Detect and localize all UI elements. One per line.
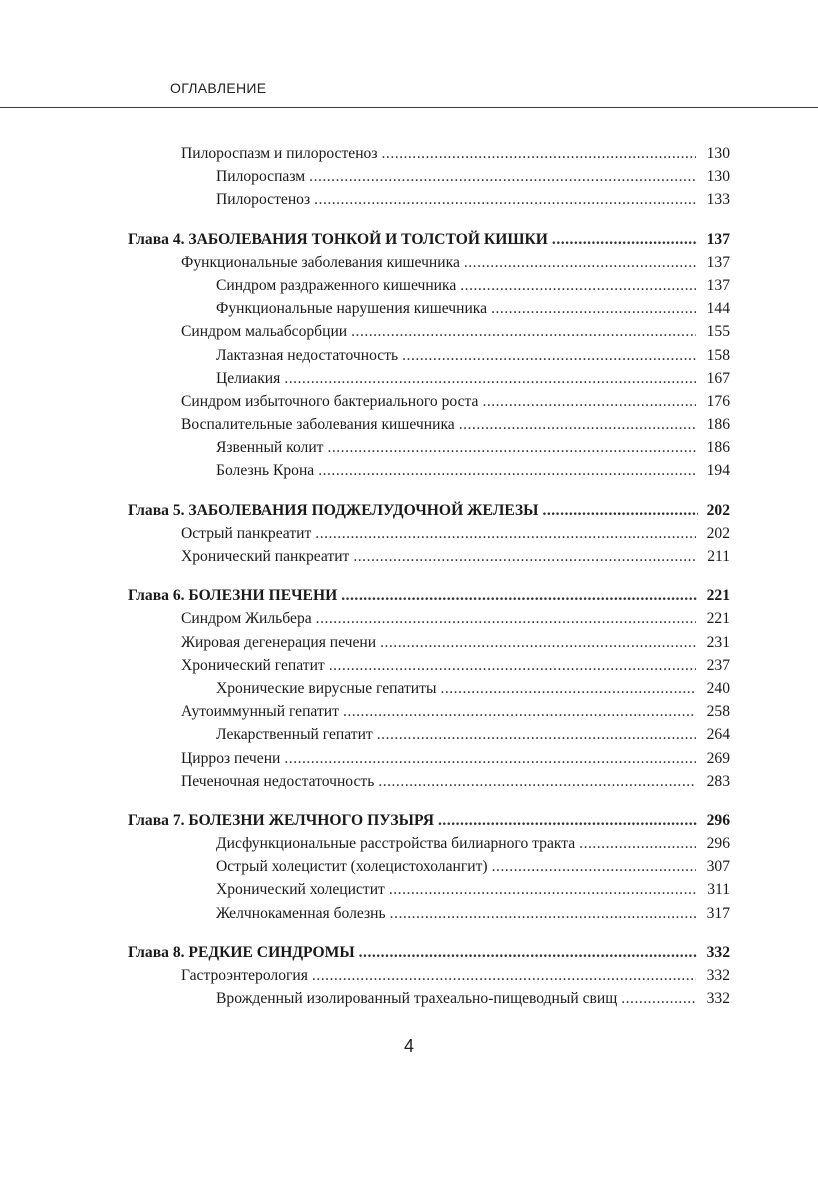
toc-dot-leader bbox=[491, 297, 696, 320]
toc-entry bbox=[128, 832, 730, 855]
toc-entry-title: Воспалительные заболевания кишечника bbox=[181, 416, 455, 434]
toc-entry-page: 155 bbox=[706, 323, 730, 341]
toc-dot-leader bbox=[482, 390, 696, 413]
toc-entry-page: 332 bbox=[706, 967, 730, 984]
toc-entry bbox=[128, 855, 730, 878]
toc-dot-leader bbox=[440, 677, 696, 700]
toc-dot-leader bbox=[341, 584, 698, 607]
toc-chapter-entry bbox=[128, 941, 730, 964]
toc-entry-title: Желчнокаменная болезнь bbox=[216, 904, 386, 922]
toc-dot-leader bbox=[390, 902, 696, 925]
toc-entry-title: Синдром Жильбера bbox=[181, 610, 312, 628]
toc-entry-page: 144 bbox=[706, 300, 730, 318]
toc-entry bbox=[128, 459, 730, 482]
toc-entry-title: Целиакия bbox=[216, 369, 281, 387]
toc-entry-title: Цирроз печени bbox=[181, 749, 281, 767]
toc-entry-page: 231 bbox=[706, 633, 730, 651]
toc-dot-leader bbox=[312, 964, 696, 987]
toc-entry bbox=[128, 654, 730, 677]
toc-dot-leader bbox=[621, 987, 696, 1010]
toc-entry-title: Хронический гепатит bbox=[181, 656, 325, 674]
toc-entry-page: 311 bbox=[707, 881, 730, 899]
table-of-contents bbox=[128, 142, 730, 1010]
toc-entry bbox=[128, 723, 730, 746]
toc-entry bbox=[128, 677, 730, 700]
toc-entry-title: Пилороспазм и пилоростеноз bbox=[181, 145, 378, 162]
toc-entry bbox=[128, 320, 730, 343]
toc-entry bbox=[128, 964, 730, 987]
toc-entry bbox=[128, 522, 730, 545]
toc-dot-leader bbox=[327, 436, 696, 459]
toc-chapter-entry bbox=[128, 584, 730, 607]
toc-entry bbox=[128, 251, 730, 274]
toc-entry-page: 194 bbox=[706, 462, 730, 480]
running-header-title: ОГЛАВЛЕНИЕ bbox=[170, 80, 267, 96]
toc-entry-page: 264 bbox=[706, 726, 730, 744]
toc-entry-title: Хронический панкреатит bbox=[181, 548, 350, 565]
toc-dot-leader bbox=[284, 367, 696, 390]
toc-dot-leader bbox=[318, 459, 696, 482]
toc-entry-title: Глава 5. ЗАБОЛЕВАНИЯ ПОДЖЕЛУДОЧНОЙ ЖЕЛЕЗЫ bbox=[128, 501, 539, 519]
toc-entry bbox=[128, 436, 730, 459]
toc-entry-title: Хронические вирусные гепатиты bbox=[216, 679, 437, 697]
toc-entry-title: Болезнь Крона bbox=[216, 462, 315, 480]
toc-entry-title: Лактазная недостаточность bbox=[216, 346, 399, 364]
toc-dot-leader bbox=[284, 747, 696, 770]
toc-entry bbox=[128, 607, 730, 630]
toc-entry-page: 269 bbox=[706, 749, 730, 767]
toc-entry-page: 221 bbox=[706, 610, 730, 628]
toc-entry-page: 137 bbox=[706, 276, 730, 294]
toc-dot-leader bbox=[389, 878, 696, 901]
toc-dot-leader bbox=[343, 700, 696, 723]
toc-entry-page: 237 bbox=[706, 656, 730, 674]
toc-entry-title: Острый панкреатит bbox=[181, 524, 312, 542]
toc-entry-title: Функциональные заболевания кишечника bbox=[181, 253, 460, 271]
toc-entry-page: 137 bbox=[706, 253, 730, 271]
toc-dot-leader bbox=[464, 251, 696, 274]
toc-dot-leader bbox=[351, 320, 696, 343]
toc-dot-leader bbox=[377, 723, 696, 746]
toc-entry-title: Синдром избыточного бактериального роста bbox=[181, 392, 479, 410]
toc-entry bbox=[128, 631, 730, 654]
toc-entry-page: 130 bbox=[706, 145, 730, 162]
toc-entry-page: 307 bbox=[706, 858, 730, 876]
toc-entry bbox=[128, 902, 730, 925]
toc-entry bbox=[128, 770, 730, 793]
toc-entry-title: Язвенный колит bbox=[216, 439, 324, 457]
toc-entry-title: Дисфункциональные расстройства билиарного тракта bbox=[216, 835, 576, 853]
toc-entry-title: Функциональные нарушения кишечника bbox=[216, 300, 488, 318]
toc-dot-leader bbox=[378, 770, 696, 793]
toc-entry-title: Острый холецистит (холецистохолангит) bbox=[216, 858, 488, 876]
toc-entry-title: Глава 6. БОЛЕЗНИ ПЕЧЕНИ bbox=[128, 587, 338, 605]
toc-dot-leader bbox=[460, 274, 696, 297]
toc-entry bbox=[128, 390, 730, 413]
toc-dot-leader bbox=[492, 855, 696, 878]
toc-entry bbox=[128, 987, 730, 1010]
toc-entry-page: 296 bbox=[706, 835, 730, 853]
toc-chapter-entry bbox=[128, 228, 730, 251]
toc-dot-leader bbox=[459, 413, 696, 436]
toc-entry-page: 133 bbox=[706, 191, 730, 209]
toc-entry-title: Аутоиммунный гепатит bbox=[181, 703, 339, 721]
toc-chapter-entry bbox=[128, 499, 730, 522]
toc-dot-leader bbox=[359, 941, 698, 964]
toc-entry-page: 283 bbox=[706, 772, 730, 790]
toc-entry-title: Пилоростеноз bbox=[216, 191, 311, 209]
toc-entry-page: 332 bbox=[706, 943, 730, 961]
toc-entry-page: 211 bbox=[707, 548, 730, 565]
toc-dot-leader bbox=[579, 832, 696, 855]
toc-entry-page: 296 bbox=[706, 811, 730, 829]
toc-entry-page: 240 bbox=[706, 679, 730, 697]
toc-entry bbox=[128, 700, 730, 723]
toc-entry bbox=[128, 367, 730, 390]
toc-entry-title: Глава 7. БОЛЕЗНИ ЖЕЛЧНОГО ПУЗЫРЯ bbox=[128, 811, 434, 829]
toc-entry bbox=[128, 344, 730, 367]
toc-dot-leader bbox=[314, 188, 696, 211]
toc-entry-title: Врожденный изолированный трахеально-пищеводный свищ bbox=[216, 990, 618, 1008]
toc-entry-page: 158 bbox=[706, 346, 730, 364]
toc-entry-page: 317 bbox=[706, 904, 730, 922]
toc-entry bbox=[128, 747, 730, 770]
toc-entry-title: Печеночная недостаточность bbox=[181, 772, 375, 790]
toc-entry-page: 130 bbox=[706, 168, 730, 186]
toc-entry-title: Жировая дегенерация печени bbox=[181, 633, 377, 651]
toc-entry-page: 176 bbox=[706, 392, 730, 410]
toc-dot-leader bbox=[402, 344, 696, 367]
toc-entry bbox=[128, 165, 730, 188]
toc-entry bbox=[128, 188, 730, 211]
toc-entry-page: 332 bbox=[706, 990, 730, 1008]
toc-entry-title: Пилороспазм bbox=[216, 168, 306, 186]
toc-dot-leader bbox=[353, 545, 696, 568]
toc-entry-page: 258 bbox=[706, 703, 730, 721]
toc-entry-page: 221 bbox=[706, 587, 730, 605]
toc-dot-leader bbox=[315, 522, 696, 545]
toc-dot-leader bbox=[382, 142, 696, 165]
toc-entry-title: Глава 8. РЕДКИЕ СИНДРОМЫ bbox=[128, 943, 355, 961]
toc-dot-leader bbox=[438, 809, 698, 832]
toc-dot-leader bbox=[542, 499, 698, 522]
toc-entry-title: Синдром раздраженного кишечника bbox=[216, 276, 457, 294]
toc-entry-title: Хронический холецистит bbox=[216, 881, 385, 899]
toc-entry bbox=[128, 413, 730, 436]
toc-entry-page: 202 bbox=[706, 501, 730, 519]
toc-dot-leader bbox=[316, 607, 696, 630]
toc-entry-page: 167 bbox=[706, 369, 730, 387]
toc-entry-page: 202 bbox=[706, 524, 730, 542]
toc-entry-title: Синдром мальабсорбции bbox=[181, 323, 348, 341]
toc-dot-leader bbox=[329, 654, 696, 677]
toc-entry-title: Лекарственный гепатит bbox=[216, 726, 373, 744]
toc-entry bbox=[128, 297, 730, 320]
page-number: 4 bbox=[403, 1036, 414, 1056]
toc-entry-page: 137 bbox=[706, 230, 730, 248]
toc-chapter-entry bbox=[128, 809, 730, 832]
toc-dot-leader bbox=[380, 631, 696, 654]
toc-entry bbox=[128, 878, 730, 901]
toc-dot-leader bbox=[552, 228, 698, 251]
running-header bbox=[0, 0, 818, 108]
toc-entry bbox=[128, 142, 730, 165]
toc-entry bbox=[128, 274, 730, 297]
toc-dot-leader bbox=[309, 165, 696, 188]
toc-entry-page: 186 bbox=[706, 439, 730, 457]
toc-entry bbox=[128, 545, 730, 568]
toc-entry-title: Глава 4. ЗАБОЛЕВАНИЯ ТОНКОЙ И ТОЛСТОЙ КИШКИ bbox=[128, 230, 548, 248]
toc-entry-page: 186 bbox=[706, 416, 730, 434]
toc-entry-title: Гастроэнтерология bbox=[181, 967, 308, 984]
